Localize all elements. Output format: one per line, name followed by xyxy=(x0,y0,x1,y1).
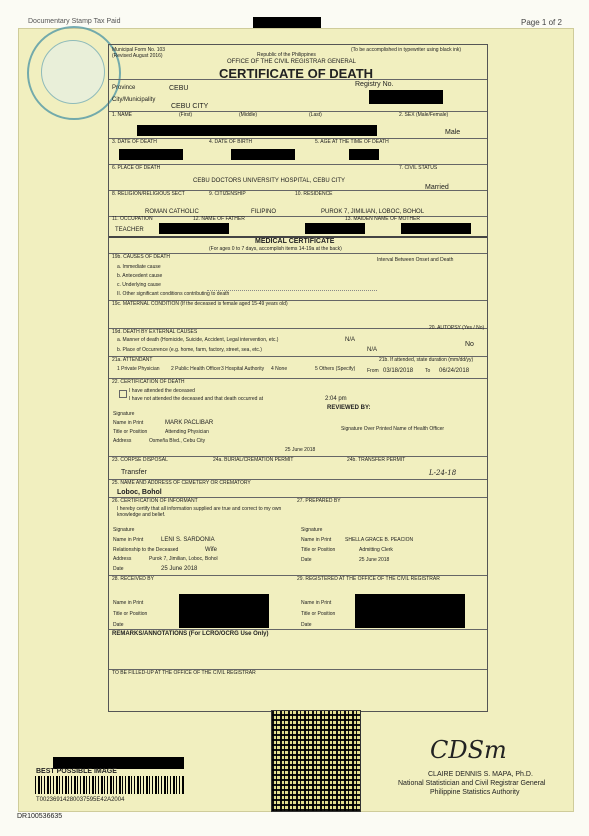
doc-stamp-label: Documentary Stamp Tax Paid xyxy=(28,18,121,25)
signatory-name: CLAIRE DENNIS S. MAPA, Ph.D. xyxy=(428,771,533,778)
residence-value: PUROK 7, JIMILIAN, LOBOC, BOHOL xyxy=(321,209,425,215)
maternal-label: 19c. MATERNAL CONDITION (If the deceased is female aged 15-49 years old) xyxy=(112,301,288,307)
civil-status-value: Married xyxy=(425,184,449,191)
office: OFFICE OF THE CIVIL REGISTRAR GENERAL xyxy=(227,59,357,65)
title-position-label: Title or Position xyxy=(113,429,148,435)
relationship-value: Wife xyxy=(205,547,217,553)
cert-text-1: I have attended the deceased xyxy=(129,388,195,394)
qr-code-icon xyxy=(271,710,361,812)
na-2: N/A xyxy=(367,347,378,353)
form-revised: (Revised August 2016) xyxy=(112,53,163,59)
name-label: 1. NAME xyxy=(112,112,133,118)
religion-label: 8. RELIGION/RELIGIOUS SECT xyxy=(112,191,185,197)
corpse-value: Transfer xyxy=(121,469,147,476)
province-value: CEBU xyxy=(169,85,189,92)
age-label: 5. AGE AT THE TIME OF DEATH xyxy=(315,139,389,145)
mother-label: 13. MAIDEN NAME OF MOTHER xyxy=(345,216,421,222)
medical-title: MEDICAL CERTIFICATE xyxy=(255,238,335,245)
attendant-option: 3 Hospital Authority xyxy=(221,366,265,372)
title-position-value: Attending Physician xyxy=(165,429,209,435)
address-value: Osmeña Blvd., Cebu City xyxy=(149,438,206,444)
registered-label: 29. REGISTERED AT THE OFFICE OF THE CIVIL REGISTRAR xyxy=(297,576,440,582)
cert-label: 22. CERTIFICATION OF DEATH xyxy=(112,379,185,385)
cemetery-value: Loboc, Bohol xyxy=(117,489,162,496)
informant-date-label: Date xyxy=(113,566,124,572)
autopsy-value: No xyxy=(465,341,474,348)
received-title-label: Title or Position xyxy=(113,611,148,617)
death-certificate-form xyxy=(108,44,488,712)
to-be-filled: TO BE FILLED-UP AT THE OFFICE OF THE CIVIL REGISTRAR xyxy=(112,670,256,676)
signatory-org: Philippine Statistics Authority xyxy=(430,789,520,796)
form-number: Municipal Form No. 103 xyxy=(112,47,166,53)
prepared-title-label: Title or Position xyxy=(301,547,336,553)
informant-label: 26. CERTIFICATION OF INFORMANT xyxy=(112,498,198,504)
attendant-label: 21a. ATTENDANT xyxy=(112,357,153,363)
transfer-permit-label: 24b. TRANSFER PERMIT xyxy=(347,457,406,463)
cemetery-label: 25. NAME AND ADDRESS OF CEMETERY OR CREMATORY xyxy=(112,480,251,486)
external-manner: a. Manner of death (Homicide, Suicide, Accident, Legal intervention, etc.) xyxy=(117,337,279,343)
redaction-bar xyxy=(349,149,379,160)
time-of-death: 2:04 pm xyxy=(325,396,347,402)
address-label: Address xyxy=(113,438,132,444)
father-label: 12. NAME OF FATHER xyxy=(193,216,245,222)
name-last: (Last) xyxy=(309,112,322,118)
cert-checkbox[interactable] xyxy=(119,390,127,398)
cert-date: 25 June 2018 xyxy=(285,447,316,453)
received-date-label: Date xyxy=(113,622,124,628)
sex-value: Male xyxy=(445,129,461,136)
barcode-text: T00236914280037595E42A2004 xyxy=(36,797,125,803)
health-officer: Signature Over Printed Name of Health Officer xyxy=(341,426,445,432)
attendant-option: 5 Others (Specify) xyxy=(315,366,356,372)
interval-label: Interval Between Onset and Death xyxy=(377,257,454,263)
burial-permit-label: 24a. BURIAL/CREMATION PERMIT xyxy=(213,457,294,463)
residence-label: 10. RESIDENCE xyxy=(295,191,333,197)
occupation-value: TEACHER xyxy=(115,227,144,233)
city-value: CEBU CITY xyxy=(171,103,209,110)
redaction-bar xyxy=(305,223,365,234)
province-label: Province xyxy=(112,85,136,91)
redaction-bar xyxy=(119,149,183,160)
signature-label: Signature xyxy=(113,411,135,417)
autopsy-label: 20. AUTOPSY (Yes / No) xyxy=(429,325,485,331)
rule xyxy=(109,79,487,80)
external-place: b. Place of Occurrence (e.g. home, farm, factory, street, sea, etc.) xyxy=(117,347,262,353)
occupation-label: 11. OCCUPATION xyxy=(112,216,153,222)
prepared-name-label: Name in Print xyxy=(301,537,332,543)
cause-label: 19b. CAUSES OF DEATH xyxy=(112,254,170,260)
transfer-number: L-24-18 xyxy=(429,469,457,477)
remarks-label: REMARKS/ANNOTATIONS (For LCRO/OCRG Use Only) xyxy=(112,631,269,637)
redaction-bar xyxy=(231,149,295,160)
best-image-label: BEST POSSIBLE IMAGE xyxy=(36,768,117,775)
name-middle: (Middle) xyxy=(239,112,258,118)
redaction-bar xyxy=(159,223,229,234)
redaction-bar xyxy=(369,90,443,104)
rule xyxy=(109,629,487,630)
cert-text-2: I have not attended the deceased and that death occurred at xyxy=(129,396,263,402)
dod-label: 3. DATE OF DEATH xyxy=(112,139,157,145)
rule xyxy=(109,216,487,217)
registered-name-label: Name in Print xyxy=(301,600,332,606)
reviewed-by: REVIEWED BY: xyxy=(327,405,371,411)
pod-label: 6. PLACE OF DEATH xyxy=(112,165,161,171)
citizenship-label: 9. CITIZENSHIP xyxy=(209,191,246,197)
prepared-date-label: Date xyxy=(301,557,312,563)
physician-name: MARK PACLIBAR xyxy=(165,420,214,426)
attendant-option: 1 Private Physician xyxy=(117,366,160,372)
informant-text: I hereby certify that all information supplied are true and correct to my own knowledge and belief. xyxy=(117,506,282,518)
registered-date-label: Date xyxy=(301,622,312,628)
informant-address: Purok 7, Jimilian, Loboc, Bohol xyxy=(149,556,218,562)
religion-value: ROMAN CATHOLIC xyxy=(145,209,199,215)
redaction-bar xyxy=(179,594,269,628)
republic: Republic of the Philippines xyxy=(257,52,316,58)
cause-b: b. Antecedent cause xyxy=(117,273,163,279)
cause-a: a. Immediate cause xyxy=(117,264,161,270)
cause-c: c. Underlying cause xyxy=(117,282,161,288)
received-label: 28. RECEIVED BY xyxy=(112,576,154,582)
external-label: 19d. DEATH BY EXTERNAL CAUSES xyxy=(112,329,198,335)
relationship-label: Relationship to the Deceased xyxy=(113,547,179,553)
informant-name-label: Name in Print xyxy=(113,537,144,543)
barcode-icon xyxy=(35,776,185,794)
date-from: 03/18/2018 xyxy=(383,368,414,374)
informant-name: LENI S. SARDONIA xyxy=(161,537,215,543)
redaction-bar xyxy=(253,17,321,28)
seal-emblem-icon xyxy=(41,40,105,104)
citizenship-value: FILIPINO xyxy=(251,209,277,215)
duration-to-label: To xyxy=(425,368,431,374)
redaction-bar xyxy=(137,125,377,136)
dob-label: 4. DATE OF BIRTH xyxy=(209,139,253,145)
registrar-signature: CDSm xyxy=(430,736,507,764)
sex-label: 2. SEX (Male/Female) xyxy=(399,112,449,118)
pod-value: CEBU DOCTORS UNIVERSITY HOSPITAL, CEBU CITY xyxy=(193,178,346,184)
attendant-option: 2 Public Health Officer xyxy=(171,366,221,372)
document-id: DR100536635 xyxy=(17,813,63,820)
redaction-bar xyxy=(355,594,465,628)
redaction-bar xyxy=(401,223,471,234)
signatory-title: National Statistician and Civil Registrar General xyxy=(398,780,546,787)
attendant-option: 4 None xyxy=(271,366,288,372)
cause-other: II. Other significant conditions contributing to death xyxy=(117,291,230,297)
name-first: (First) xyxy=(179,112,193,118)
na-1: N/A xyxy=(345,337,356,343)
civil-status-label: 7. CIVIL STATUS xyxy=(399,165,438,171)
name-in-print-label: Name in Print xyxy=(113,420,144,426)
informant-date: 25 June 2018 xyxy=(161,566,198,572)
registry-label: Registry No. xyxy=(355,81,394,88)
duration-from-label: From xyxy=(367,368,379,374)
psa-seal xyxy=(27,26,121,120)
prepared-name: SHELLA GRACE B. PEACION xyxy=(345,537,414,543)
certificate-title: CERTIFICATE OF DEATH xyxy=(219,66,374,81)
cause-entries xyxy=(207,265,377,291)
informant-signature-label: Signature xyxy=(113,527,135,533)
prepared-date: 25 June 2018 xyxy=(359,557,390,563)
city-label: City/Municipality xyxy=(112,97,156,103)
page-label: Page 1 of 2 xyxy=(521,18,562,27)
informant-address-label: Address xyxy=(113,556,132,562)
attendant-duration: 21b. If attended, state duration (mm/dd/yy) xyxy=(379,357,474,363)
ink-note: (To be accomplished in typewriter using black ink) xyxy=(351,47,462,53)
received-name-label: Name in Print xyxy=(113,600,144,606)
rule xyxy=(109,138,487,139)
registered-title-label: Title or Position xyxy=(301,611,336,617)
date-to: 06/24/2018 xyxy=(439,368,470,374)
prepared-signature-label: Signature xyxy=(301,527,323,533)
corpse-label: 23. CORPSE DISPOSAL xyxy=(112,457,168,463)
prepared-label: 27. PREPARED BY xyxy=(297,498,341,504)
medical-subtitle: (For ages 0 to 7 days, accomplish items 14-19a at the back) xyxy=(209,246,342,252)
prepared-title: Admitting Clerk xyxy=(359,547,393,553)
